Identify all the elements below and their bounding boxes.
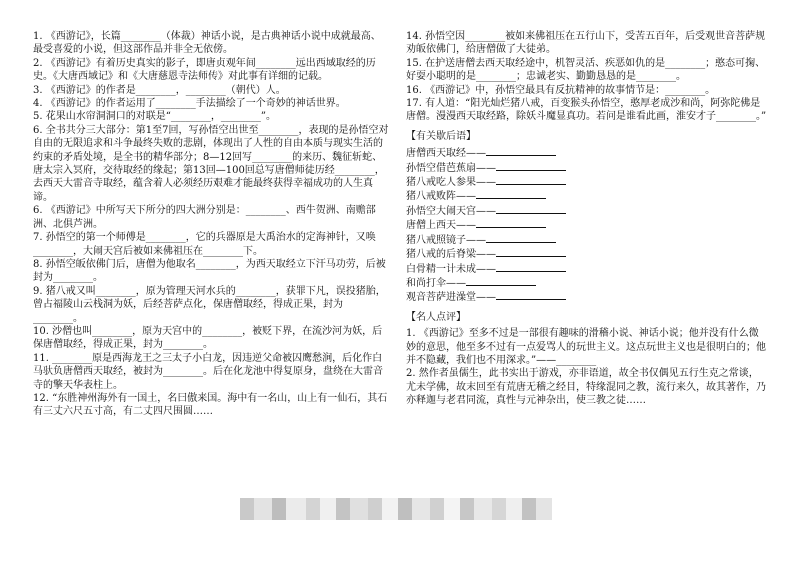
question-3: 3. 《西游记》的作者是________，________（朝代）人。 bbox=[33, 84, 286, 96]
watermark-block bbox=[368, 498, 382, 520]
pixelated-watermark-bar bbox=[240, 498, 552, 520]
watermark-block bbox=[286, 498, 306, 520]
answer-blank bbox=[466, 276, 536, 286]
answer-blank bbox=[476, 189, 546, 199]
xiehouyu-section-title: 【有关歇后语】 bbox=[406, 130, 476, 142]
watermark-block bbox=[382, 498, 398, 520]
question-8: 8. 孙悟空皈依佛门后，唐僧为他取名________，为西天取经立下汗马功劳，后被封为________。 bbox=[33, 258, 386, 284]
question-7: 7. 孙悟空的第一个师傅是________，它的兵器原是大禹治水的定海神针，又唤________，大闹天宫后被如来佛祖压在________下。 bbox=[33, 232, 376, 257]
xiehouyu-item: 观音菩萨进澡堂—— bbox=[406, 290, 768, 304]
watermark-block bbox=[320, 498, 336, 520]
watermark-block bbox=[398, 498, 412, 520]
xiehouyu-item: 孙悟空大闹天宫—— bbox=[406, 204, 768, 218]
question-4: 4. 《西游记》的作者运用了________手法描绘了一个奇妙的神话世界。 bbox=[33, 98, 346, 110]
answer-blank bbox=[486, 233, 556, 243]
xiehouyu-item: 和尚打伞—— bbox=[406, 276, 768, 290]
watermark-block bbox=[254, 498, 272, 520]
watermark-block bbox=[350, 498, 368, 520]
watermark-block bbox=[336, 498, 350, 520]
xiehouyu-list bbox=[406, 146, 768, 304]
watermark-block bbox=[536, 498, 552, 520]
watermark-block bbox=[240, 498, 254, 520]
answer-blank bbox=[496, 262, 566, 272]
xiehouyu-item: 猪八戒的后脊梁—— bbox=[406, 247, 768, 261]
question-11: 11. ________原是西海龙王之三太子小白龙，因违逆父命被囚鹰愁涧，后化作白马驮负唐僧西天取经，被封为________。后在化龙池中得复原身，盘绕在大雷音寺的擎天华表柱上。 bbox=[33, 352, 383, 391]
question-6a: 6. 全书共分三大部分：第1至7回，写孙悟空出世至________，表现的是孙悟空对自由的无限追求和斗争最终失败的悲剧，体现出了人性的自由本质与现实生活的约束的矛盾处境，是全书的精华部分；8—12回写________的来历、魏征斩蛇、唐太宗入冥府，交待取经的缘起；第13回—100回总写唐僧师徒历经________，去西天大雷音寺取经，蕴含着人必须经历艰难才能最终获得幸福成功的人生真谛。 bbox=[33, 124, 389, 203]
question-5: 5. 花果山水帘洞洞口的对联是“________，________”。 bbox=[33, 111, 276, 123]
critique-section-title: 【名人点评】 bbox=[406, 311, 466, 323]
xiehouyu-item: 唐僧西天取经—— bbox=[406, 146, 768, 160]
question-15: 15. 在护送唐僧去西天取经途中，机智灵活、疾恶如仇的是________；憨态可掬、好耍小聪明的是________；忠诚老实、勤勤恳恳的是________。 bbox=[406, 57, 766, 83]
question-16: 16. 《西游记》中，孙悟空最具有反抗精神的故事情节是：________。 bbox=[406, 84, 716, 96]
watermark-block bbox=[474, 498, 492, 520]
critique-2: 2. 然作者虽儒生，此书实出于游戏，亦非语道，故全书仅偶见五行生克之常谈，尤未学佛，故末回至有荒唐无稽之经目，特缘混同之教，流行来久，故其著作，乃亦释迦与老君同流，真性与元神杂出，使三教之徒…… bbox=[406, 368, 766, 407]
watermark-block bbox=[492, 498, 506, 520]
left-column bbox=[33, 30, 389, 419]
watermark-block bbox=[306, 498, 320, 520]
xiehouyu-item: 孙悟空借芭蕉扇—— bbox=[406, 161, 768, 175]
question-14: 14. 孙悟空因________被如来佛祖压在五行山下，受苦五百年，后受观世音菩萨规劝皈依佛门，给唐僧做了大徒弟。 bbox=[406, 31, 766, 56]
watermark-block bbox=[460, 498, 474, 520]
watermark-block bbox=[412, 498, 430, 520]
watermark-block bbox=[444, 498, 460, 520]
watermark-block bbox=[272, 498, 286, 520]
right-column bbox=[406, 30, 768, 408]
answer-blank bbox=[496, 290, 566, 300]
answer-blank bbox=[476, 218, 546, 228]
answer-blank bbox=[486, 146, 556, 156]
xiehouyu-item: 猪八戒败阵—— bbox=[406, 189, 768, 203]
xiehouyu-item: 白骨精一计未成—— bbox=[406, 262, 768, 276]
answer-blank bbox=[496, 204, 566, 214]
question-2: 2. 《西游记》有着历史真实的影子，即唐贞观年间________远出西域取经的历史。《大唐西域记》和《大唐慈恩寺法师传》对此事有详细的记载。 bbox=[33, 57, 376, 83]
watermark-block bbox=[430, 498, 444, 520]
watermark-block bbox=[506, 498, 522, 520]
answer-blank bbox=[496, 175, 566, 185]
question-1: 1. 《西游记》，长篇________（体裁）神话小说，是古典神话小说中成就最高、最受喜爱的小说，但这部作品并非全无依傍。 bbox=[33, 31, 381, 56]
question-17: 17. 有人道：“阳光灿烂猪八戒，百变猴头孙悟空，憨厚老成沙和尚，阿弥陀佛是唐僧。漫漫西天取经路，除妖斗魔显真功。若问是谁看此画，淮安才子________。” bbox=[406, 98, 767, 123]
xiehouyu-item: 唐僧上西天—— bbox=[406, 218, 768, 232]
answer-blank bbox=[496, 247, 566, 257]
question-6b: 6. 《西游记》中所写天下所分的四大洲分别是：________、西牛贺洲、南赡部洲、北俱芦洲。 bbox=[33, 205, 376, 230]
question-10: 10. 沙僧也叫________，原为天宫中的________，被贬下界，在流沙河为妖，后保唐僧取经，得成正果，封为________。 bbox=[33, 325, 383, 351]
xiehouyu-item: 猪八戒照镜子—— bbox=[406, 233, 768, 247]
question-12: 12. “东胜神州海外有一国土，名曰傲来国。海中有一名山，山上有一仙石，其石有三丈六尺五寸高，有二丈四尺围圆…… bbox=[33, 392, 388, 418]
question-9: 9. 猪八戒又叫________，原为管理天河水兵的________，获罪下凡，误投猪胎，曾占福陵山云栈洞为妖，后经菩萨点化，保唐僧取经，得成正果，封为________。 bbox=[33, 285, 386, 324]
critique-1: 1. 《西游记》至多不过是一部很有趣味的滑稽小说、神话小说；他并没有什么微妙的意思，他至多不过有一点爱骂人的玩世主义。这点玩世主义也是很明白的；他并不隐藏，我们也不用深求。”——________ bbox=[406, 328, 766, 366]
answer-blank bbox=[496, 161, 566, 171]
watermark-block bbox=[522, 498, 536, 520]
xiehouyu-item: 猪八戒吃人参果—— bbox=[406, 175, 768, 189]
